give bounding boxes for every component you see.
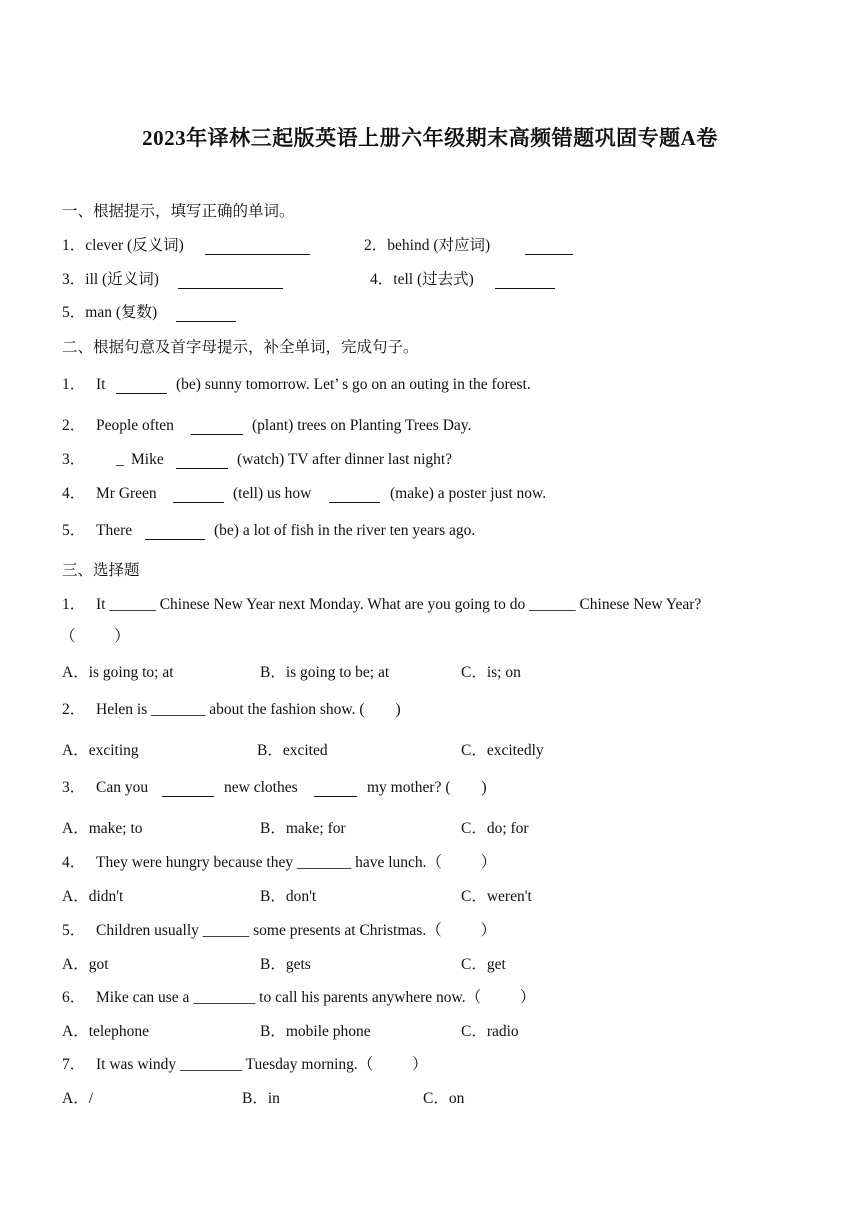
- section-3-heading: 三、选择题: [62, 562, 140, 579]
- s3-q1-answer-paren: （ ）: [60, 628, 130, 645]
- s3-q1-option-c[interactable]: C．is; on: [461, 664, 521, 681]
- s1-item-2: [364, 236, 490, 256]
- s3-q4-option-c[interactable]: C．weren't: [461, 888, 532, 905]
- s3-q5-stem: Children usually ______ some presents at Christmas.（ ）: [96, 922, 496, 939]
- s2-q4-text-b: (tell) us how: [233, 485, 312, 502]
- answer-blank[interactable]: [176, 307, 236, 322]
- s3-q5-option-b[interactable]: B．gets: [260, 956, 311, 973]
- s1-item-4: [370, 270, 474, 290]
- item-number: 4．: [370, 271, 394, 288]
- s2-q3-text-a: _: [116, 451, 124, 468]
- s3-q2-option-b[interactable]: B．excited: [257, 742, 328, 759]
- item-text: clever (反义词): [85, 237, 184, 254]
- item-text: tell (过去式): [393, 271, 474, 288]
- s1-item-3: [62, 270, 159, 290]
- s3-q7-stem: It was windy ________ Tuesday morning.（ ）: [96, 1056, 428, 1073]
- s2-q4-text-c: (make) a poster just now.: [390, 485, 547, 502]
- s2-q4-text-a: Mr Green: [96, 485, 157, 502]
- s3-q2-stem: Helen is _______ about the fashion show. ( ): [96, 701, 401, 718]
- s2-q3-text-b: Mike: [131, 451, 164, 468]
- page-title: 2023年译林三起版英语上册六年级期末高频错题巩固专题A卷: [142, 126, 718, 150]
- s3-q5-number: 5．: [62, 922, 86, 939]
- s1-item-5: [62, 303, 157, 323]
- answer-blank[interactable]: [173, 488, 224, 503]
- answer-blank[interactable]: [145, 525, 205, 540]
- item-number: 5．: [62, 304, 86, 321]
- s3-q4-option-a[interactable]: A．didn't: [62, 888, 124, 905]
- s3-q7-number: 7．: [62, 1056, 86, 1073]
- s3-q4-stem: They were hungry because they _______ have lunch.（ ）: [96, 854, 497, 871]
- item-number: 1．: [62, 237, 86, 254]
- answer-blank[interactable]: [162, 782, 214, 797]
- s2-q2-text-a: People often: [96, 417, 174, 434]
- s3-q4-option-b[interactable]: B．don't: [260, 888, 317, 905]
- item-text: man (复数): [85, 304, 158, 321]
- answer-blank[interactable]: [205, 240, 310, 255]
- answer-blank[interactable]: [176, 454, 228, 469]
- s3-q1-number: 1．: [62, 596, 86, 613]
- s3-q4-number: 4．: [62, 854, 86, 871]
- s3-q3-option-a[interactable]: A．make; to: [62, 820, 143, 837]
- s1-item-1: [62, 236, 184, 256]
- s3-q7-option-a[interactable]: A．/: [62, 1090, 94, 1107]
- s3-q5-option-a[interactable]: A．got: [62, 956, 109, 973]
- s3-q6-option-a[interactable]: A．telephone: [62, 1023, 149, 1040]
- s3-q5-option-c[interactable]: C．get: [461, 956, 506, 973]
- section-2-heading: 二、根据句意及首字母提示，补全单词，完成句子。: [62, 339, 419, 356]
- s2-q5-text-b: (be) a lot of fish in the river ten years ago.: [214, 522, 476, 539]
- item-text: ill (近义词): [85, 271, 159, 288]
- section-1-heading: 一、根据提示，填写正确的单词。: [62, 203, 295, 220]
- s3-q6-option-c[interactable]: C．radio: [461, 1023, 519, 1040]
- s3-q3-stem-a: Can you: [96, 779, 149, 796]
- item-number: 2．: [364, 237, 388, 254]
- s3-q3-option-b[interactable]: B．make; for: [260, 820, 346, 837]
- s3-q3-stem-b: new clothes: [224, 779, 298, 796]
- s2-q1-text-a: It: [96, 376, 106, 393]
- s2-q2-number: 2．: [62, 417, 86, 434]
- item-number: 3．: [62, 271, 86, 288]
- answer-blank[interactable]: [525, 240, 573, 255]
- s3-q3-stem-c: my mother? ( ): [367, 779, 487, 796]
- s2-q5-text-a: There: [96, 522, 133, 539]
- s2-q3-text-c: (watch) TV after dinner last night?: [237, 451, 453, 468]
- s3-q7-option-c[interactable]: C．on: [423, 1090, 465, 1107]
- answer-blank[interactable]: [314, 782, 357, 797]
- s2-q2-text-b: (plant) trees on Planting Trees Day.: [252, 417, 472, 434]
- s2-q1-text-b: (be) sunny tomorrow. Let’ s go on an outing in the forest.: [176, 376, 531, 393]
- s3-q1-option-b[interactable]: B．is going to be; at: [260, 664, 390, 681]
- s3-q6-option-b[interactable]: B．mobile phone: [260, 1023, 371, 1040]
- item-text: behind (对应词): [387, 237, 491, 254]
- s3-q6-number: 6．: [62, 989, 86, 1006]
- s3-q3-option-c[interactable]: C．do; for: [461, 820, 529, 837]
- s3-q6-stem: Mike can use a ________ to call his parents anywhere now.（ ）: [96, 989, 536, 1006]
- answer-blank[interactable]: [178, 274, 283, 289]
- s2-q1-number: 1．: [62, 376, 86, 393]
- answer-blank[interactable]: [329, 488, 380, 503]
- answer-blank[interactable]: [495, 274, 555, 289]
- s3-q7-option-b[interactable]: B．in: [242, 1090, 280, 1107]
- s3-q1-stem: It ______ Chinese New Year next Monday. What are you going to do ______ Chinese New Year?: [96, 596, 702, 613]
- s3-q3-number: 3．: [62, 779, 86, 796]
- answer-blank[interactable]: [116, 379, 167, 394]
- s2-q4-number: 4．: [62, 485, 86, 502]
- s2-q3-number: 3．: [62, 451, 86, 468]
- answer-blank[interactable]: [191, 420, 243, 435]
- s3-q2-number: 2．: [62, 701, 86, 718]
- s3-q2-option-c[interactable]: C．excitedly: [461, 742, 544, 759]
- s3-q1-option-a[interactable]: A．is going to; at: [62, 664, 174, 681]
- s2-q5-number: 5．: [62, 522, 86, 539]
- s3-q2-option-a[interactable]: A．exciting: [62, 742, 139, 759]
